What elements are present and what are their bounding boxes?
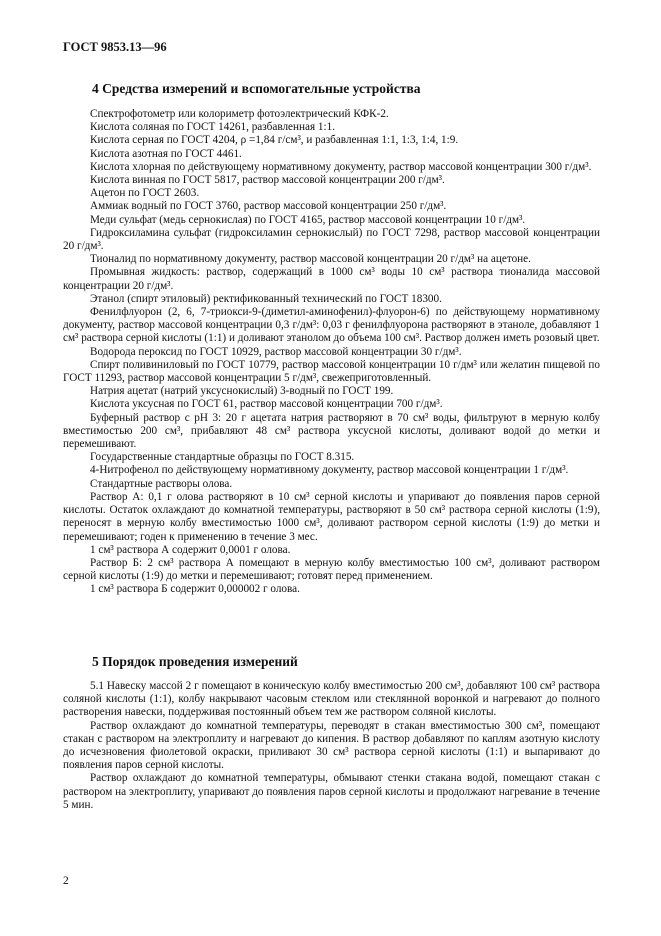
paragraph: Кислота соляная по ГОСТ 14261, разбавленная 1:1. [90,121,335,134]
paragraph: Аммиак водный по ГОСТ 3760, раствор массовой концентрации 250 г/дм³. [90,200,447,213]
section-5-title: 5 Порядок проведения измерений [92,654,298,669]
paragraph: Раствор Б: 2 см³ раствора А помещают в мерную колбу вместимостью 100 см³, доливают раствором серной кислоты (1:9) до метки и перемешивают; готовят перед применением. [63,556,600,583]
paragraph: 1 см³ раствора А содержит 0,0001 г олова. [90,543,291,556]
paragraph: Кислота азотная по ГОСТ 4461. [90,147,242,160]
paragraph: 1 см³ раствора Б содержит 0,000002 г олова. [90,583,300,596]
running-header: ГОСТ 9853.13—96 [63,40,167,54]
paragraph: Спирт поливиниловый по ГОСТ 10779, раствор массовой концентрации 10 г/дм³ или желатин пищевой по ГОСТ 11293, раствор массовой концентрации 5 г/дм³, свежеприготовленный. [63,358,600,385]
paragraph: Ацетон по ГОСТ 2603. [90,187,200,200]
paragraph: Государственные стандартные образцы по ГОСТ 8.315. [90,451,355,464]
paragraph: Кислота хлорная по действующему нормативному документу, раствор массовой концентрации 300 г/дм³. [90,160,592,173]
paragraph: Кислота серная по ГОСТ 4204, ρ =1,84 г/см³, и разбавленная 1:1, 1:3, 1:4, 1:9. [90,134,459,147]
paragraph: Кислота винная по ГОСТ 5817, раствор массовой концентрации 200 г/дм³. [90,174,445,187]
paragraph: Натрия ацетат (натрий уксуснокислый) 3-водный по ГОСТ 199. [90,385,394,398]
paragraph: Меди сульфат (медь сернокислая) по ГОСТ 4165, раствор массовой концентрации 10 г/дм³. [90,213,526,226]
paragraph: 5.1 Навеску массой 2 г помещают в коническую колбу вместимостью 200 см³, добавляют 100 см³ раствора соляной кислоты (1:1), колбу накрывают часовым стеклом или стеклянной воронкой и нагревают до полного растворения навески, поддерживая постоянный объем тем же раствором соляной кислоты. [63,680,600,719]
paragraph: 4-Нитрофенол по действующему нормативному документу, раствор массовой концентрации 1 г/дм³. [90,464,569,477]
paragraph: Раствор А: 0,1 г олова растворяют в 10 см³ серной кислоты и упаривают до появления паров серной кислоты. Остаток охлаждают до комнатной температуры, растворяют в 50 см³ раствора серной кислоты (1:9), переносят в мерную колбу вместимостью 1000 см³, доливают раствором серной кислоты (1:9) до метки и перемешивают; годен к применению в течение 3 мес. [63,490,600,543]
paragraph: Буферный раствор с pH 3: 20 г ацетата натрия растворяют в 70 см³ воды, фильтруют в мерную колбу вместимостью 200 см³, прибавляют 48 см³ раствора уксусной кислоты, доливают водой до метки и перемешивают. [63,411,600,451]
paragraph: Кислота уксусная по ГОСТ 61, раствор массовой концентрации 700 г/дм³. [90,398,443,411]
paragraph: Водорода пероксид по ГОСТ 10929, раствор массовой концентрации 30 г/дм³. [90,345,462,358]
paragraph: Спектрофотометр или колориметр фотоэлектрический КФК-2. [90,108,389,120]
paragraph: Фенилфлуорон (2, 6, 7-триокси-9-(диметил-аминофенил)-флуорон-6) по действующему нормативному документу, раствор массовой концентрации 0,3 г/дм³: 0,03 г фенилфлуорона растворяют в этаноле, добавляют 1 см³ раствора серной кислоты (1:1) и доливают этанолом до объема 100 см³. Раствор должен иметь розовый цвет. [63,306,600,345]
paragraph: Этанол (спирт этиловый) ректификованный технический по ГОСТ 18300. [90,292,442,305]
paragraph: Раствор охлаждают до комнатной температуры, переводят в стакан вместимостью 300 см³, помещают стакан с раствором на электроплиту и нагревают до кипения. В раствор добавляют по каплям азотную кислоту до исчезновения фиолетовой окраски, приливают 30 см³ раствора серной кислоты (1:1) и выпаривают до появления паров серной кислоты. [63,719,600,772]
paragraph: Тионалид по нормативному документу, раствор массовой концентрации 20 г/дм³ на ацетоне. [90,253,531,266]
paragraph: Гидроксиламина сульфат (гидроксиламин сернокислый) по ГОСТ 7298, раствор массовой концентрации 20 г/дм³. [63,226,600,253]
section-5-body [63,680,600,812]
paragraph: Раствор охлаждают до комнатной температуры, обмывают стенки стакана водой, помещают стакан с раствором на электроплиту, упаривают до появления паров серной кислоты и продолжают нагревание в течение 5 мин. [63,772,600,811]
paragraph: Промывная жидкость: раствор, содержащий в 1000 см³ воды 10 см³ раствора тионалида массовой концентрации 20 г/дм³. [63,266,600,292]
page-number: 2 [63,875,69,887]
section-4-body [63,108,600,597]
section-4-title: 4 Средства измерений и вспомогательные устройства [92,81,421,96]
paragraph: Стандартные растворы олова. [90,477,233,490]
